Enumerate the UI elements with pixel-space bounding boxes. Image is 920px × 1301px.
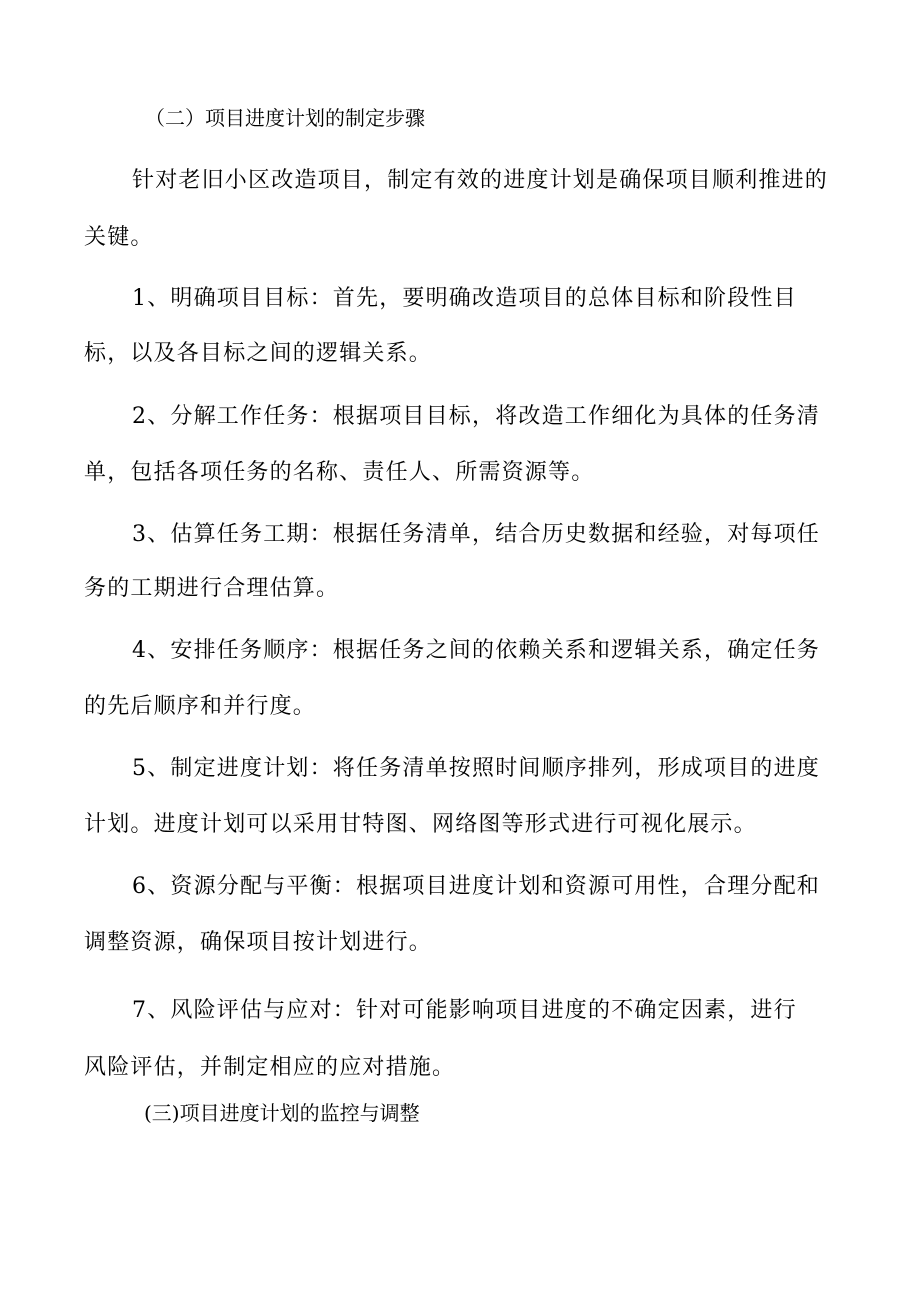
section-heading-2: （二）项目进度计划的制定步骤	[145, 106, 425, 130]
step-3-line-1: 3、估算任务工期：根据任务清单，结合历史数据和经验，对每项任	[132, 522, 820, 547]
step-5-line-2: 计划。进度计划可以采用甘特图、网络图等形式进行可视化展示。	[84, 812, 757, 837]
step-7-line-1: 7、风险评估与应对：针对可能影响项目进度的不确定因素，进行	[132, 998, 797, 1023]
intro-paragraph-line-2: 关键。	[84, 225, 154, 250]
step-7-line-2: 风险评估，并制定相应的应对措施。	[84, 1055, 456, 1080]
step-4-line-1: 4、安排任务顺序：根据任务之间的依赖关系和逻辑关系，确定任务	[132, 638, 820, 663]
step-5-line-1: 5、制定进度计划：将任务清单按照时间顺序排列，形成项目的进度	[132, 756, 820, 781]
section-heading-3: (三)项目进度计划的监控与调整	[144, 1101, 420, 1125]
intro-paragraph-line-1: 针对老旧小区改造项目，制定有效的进度计划是确保项目顺利推进的	[132, 168, 829, 193]
step-1-line-2: 标，以及各目标之间的逻辑关系。	[84, 341, 433, 366]
step-3-line-2: 务的工期进行合理估算。	[84, 576, 340, 601]
step-6-line-2: 调整资源，确保项目按计划进行。	[84, 930, 433, 955]
step-2-line-2: 单，包括各项任务的名称、责任人、所需资源等。	[84, 460, 595, 485]
step-2-line-1: 2、分解工作任务：根据项目目标，将改造工作细化为具体的任务清	[132, 404, 820, 429]
step-4-line-2: 的先后顺序和并行度。	[84, 694, 317, 719]
step-1-line-1: 1、明确项目目标：首先，要明确改造项目的总体目标和阶段性目	[132, 286, 797, 311]
step-6-line-1: 6、资源分配与平衡：根据项目进度计划和资源可用性，合理分配和	[132, 874, 820, 899]
